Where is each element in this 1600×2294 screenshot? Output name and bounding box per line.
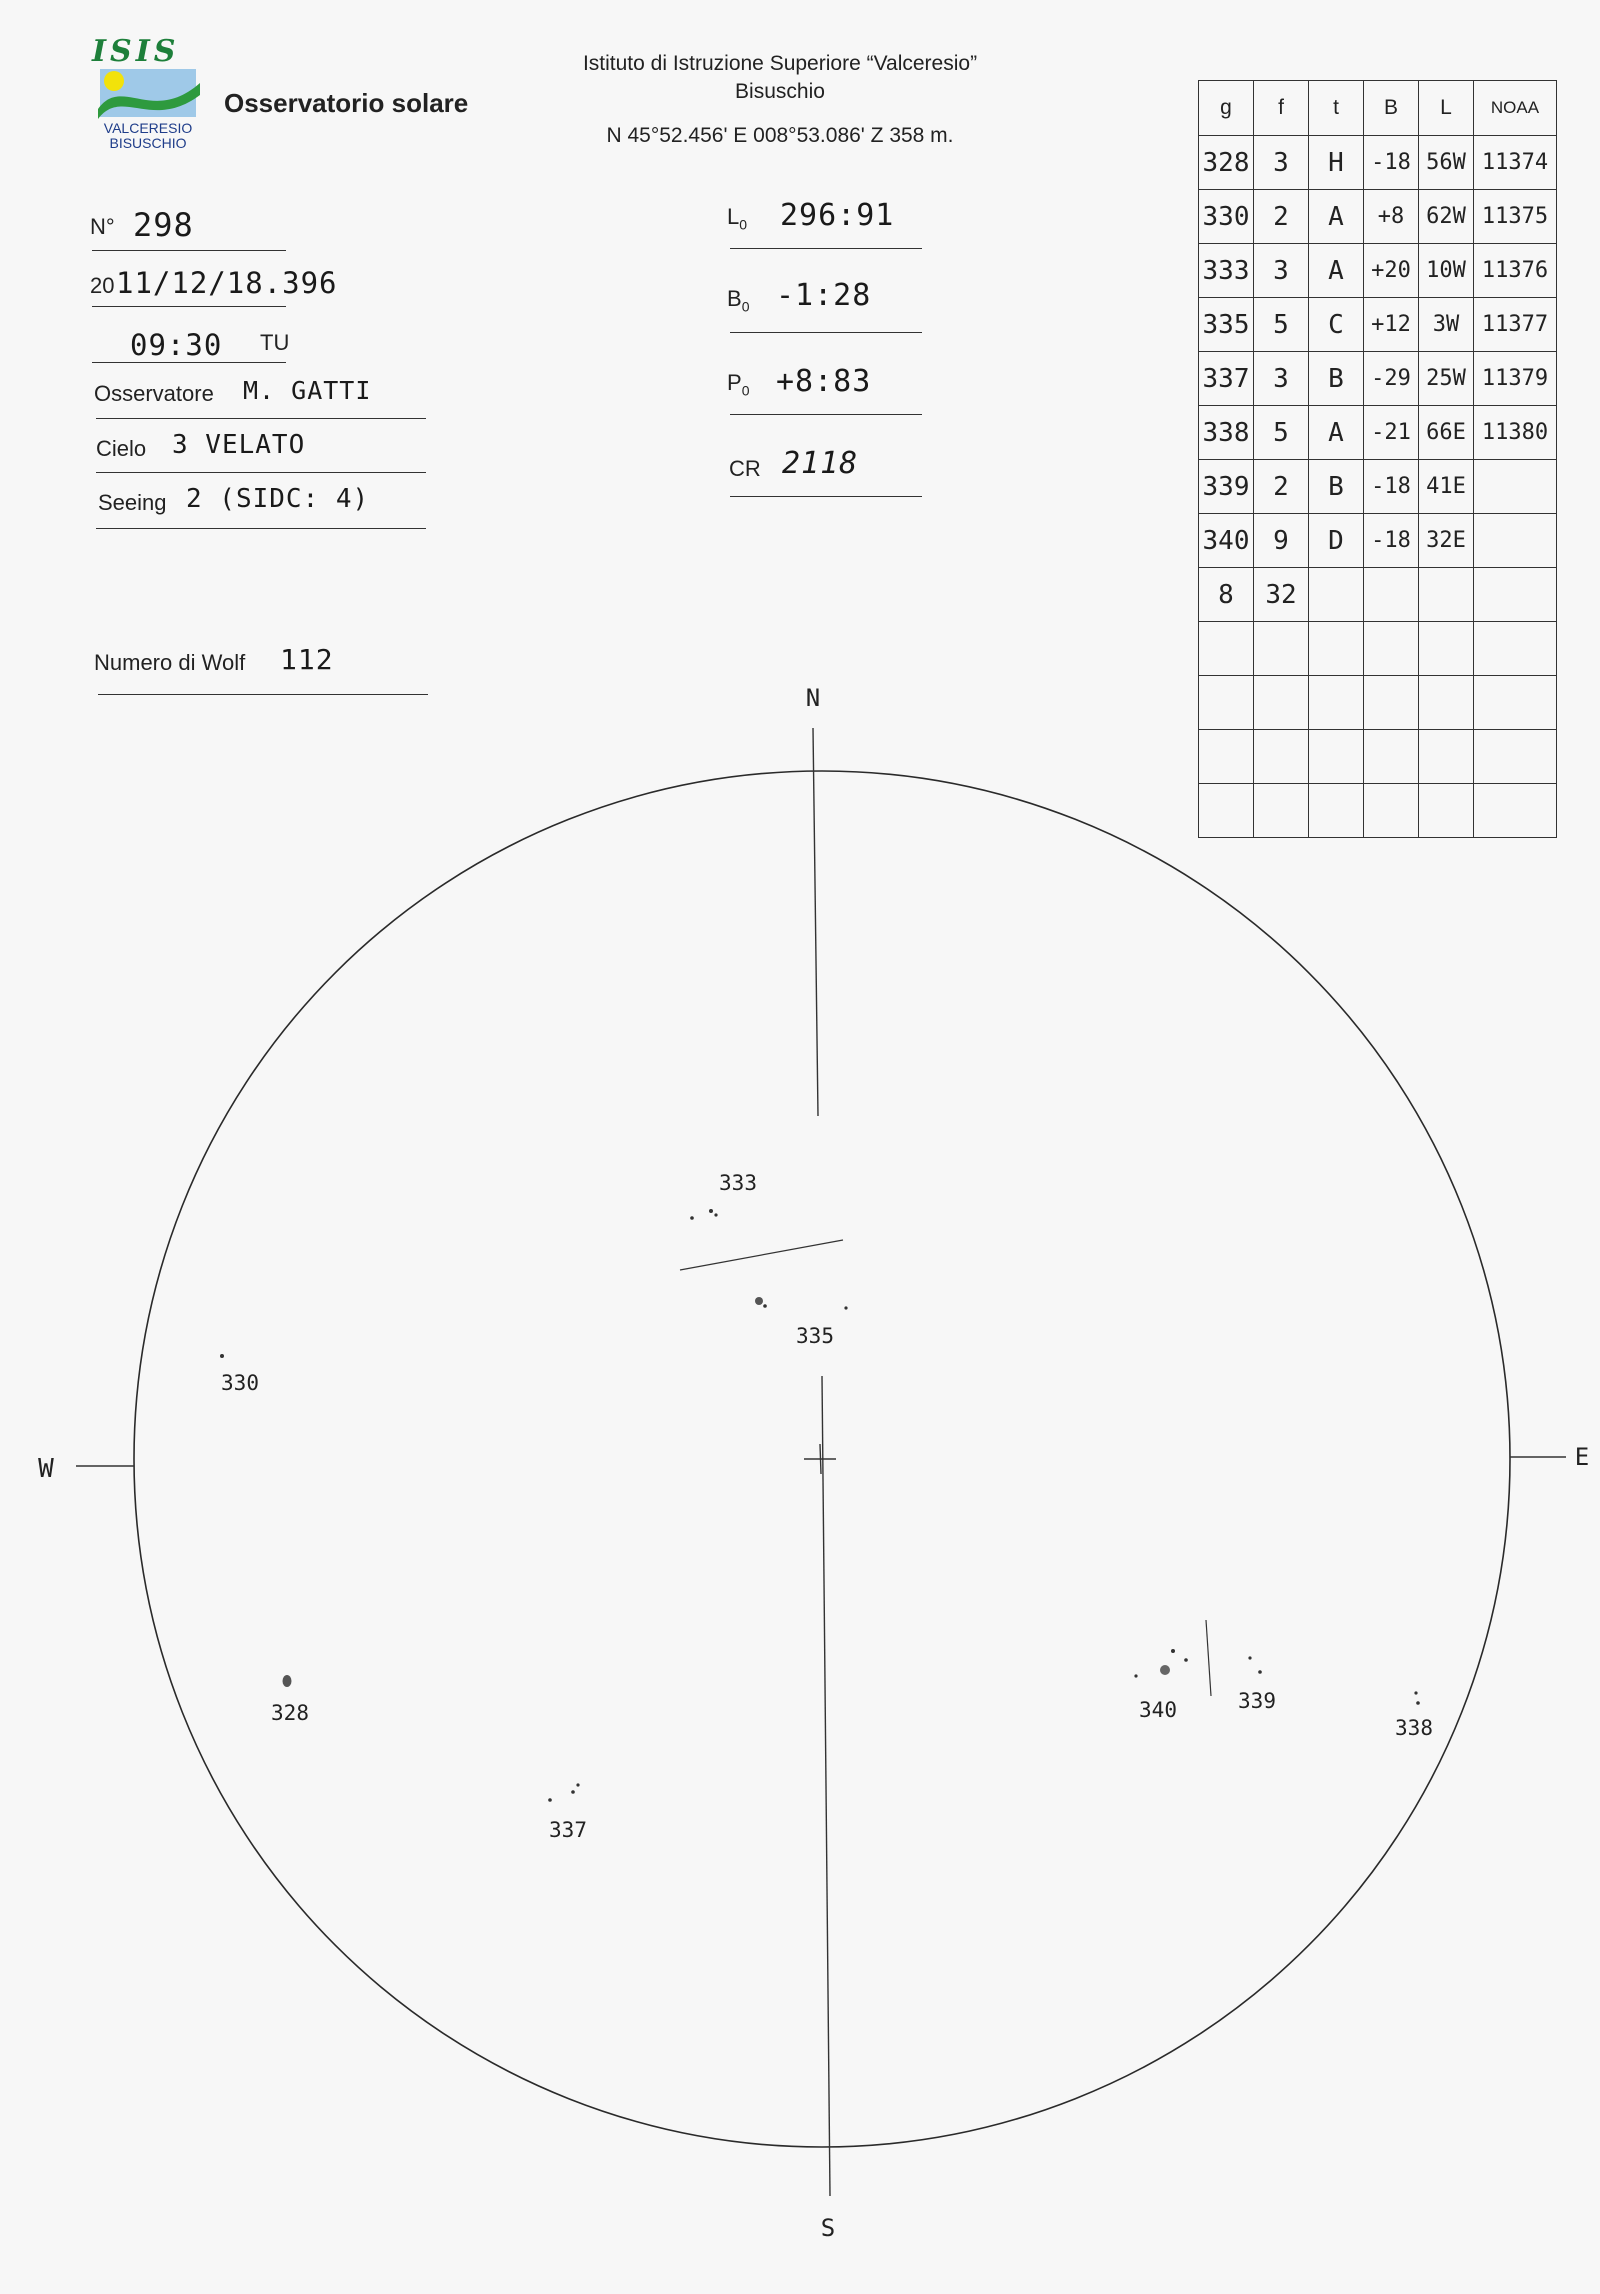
group-label-340: 340 [1139, 1698, 1177, 1722]
column-header-f: f [1254, 81, 1309, 136]
table-cell: 335 [1199, 298, 1254, 352]
wolf-number: 112 [280, 643, 334, 676]
group-labels [221, 1171, 1433, 1842]
column-header-b: B [1364, 81, 1419, 136]
table-cell: 3 [1254, 352, 1309, 406]
seeing-label: Seeing [98, 490, 167, 515]
l0-label: $L_0$ [727, 204, 748, 233]
equator-segment [680, 1240, 843, 1270]
table-cell: 56W [1419, 136, 1474, 190]
institute-town: Bisuschio [735, 80, 825, 103]
table-cell: 337 [1199, 352, 1254, 406]
table-cell: 11374 [1474, 136, 1557, 190]
table-cell: 41E [1419, 460, 1474, 514]
group-label-335: 335 [796, 1324, 834, 1348]
carrington-rotation: 2118 [782, 446, 859, 481]
wolf-number-label: Numero di Wolf [94, 650, 246, 675]
table-cell: H [1309, 136, 1364, 190]
table-cell: -21 [1364, 406, 1419, 460]
table-row [1199, 190, 1557, 244]
table-cell: +12 [1364, 298, 1419, 352]
table-cell: 2 [1254, 460, 1309, 514]
compass-west: W [38, 1454, 54, 1484]
table-cell: 32 [1254, 568, 1309, 622]
table-row [1199, 352, 1557, 406]
time-unit: TU [260, 330, 290, 355]
sky-condition: 3 VELATO [172, 430, 306, 460]
table-header-row [1199, 81, 1557, 136]
sunspot-340-c [1171, 1649, 1175, 1653]
table-cell: 32E [1419, 514, 1474, 568]
table-cell [1474, 514, 1557, 568]
logo-wave-icon [92, 65, 204, 121]
group-label-333: 333 [719, 1171, 757, 1195]
table-cell: 11375 [1474, 190, 1557, 244]
group-label-337: 337 [549, 1818, 587, 1842]
table-cell: A [1309, 406, 1364, 460]
observer-name: M. GATTI [243, 376, 372, 405]
table-cell: 9 [1254, 514, 1309, 568]
table-cell: 62W [1419, 190, 1474, 244]
north-axis-line [813, 728, 818, 1116]
sky-label: Cielo [96, 436, 147, 461]
solar-disk-drawing [0, 660, 1600, 2294]
sunspot-335-a [755, 1297, 763, 1305]
p0-label: $P_0$ [727, 370, 750, 399]
table-cell: -18 [1364, 136, 1419, 190]
table-cell [1474, 460, 1557, 514]
cr-label: CR [729, 456, 761, 481]
table-cell: 66E [1419, 406, 1474, 460]
table-cell: 5 [1254, 298, 1309, 352]
group-label-338: 338 [1395, 1716, 1433, 1740]
table-cell: D [1309, 514, 1364, 568]
seeing-value: 2 (SIDC: 4) [186, 484, 370, 514]
table-cell: 5 [1254, 406, 1309, 460]
sunspot-328 [283, 1675, 292, 1687]
table-cell: B [1309, 352, 1364, 406]
central-meridian-segment [1206, 1620, 1211, 1696]
column-header-l: L [1419, 81, 1474, 136]
table-cell: 3 [1254, 136, 1309, 190]
table-row [1199, 568, 1557, 622]
record-number-label: N° [90, 214, 115, 239]
table-row [1199, 406, 1557, 460]
table-cell: C [1309, 298, 1364, 352]
table-cell: A [1309, 244, 1364, 298]
b0-value: -1:28 [776, 278, 872, 313]
sunspot-337-a [548, 1798, 552, 1802]
table-cell: 333 [1199, 244, 1254, 298]
table-cell: 11379 [1474, 352, 1557, 406]
institute-logo [92, 34, 204, 151]
table-row [1199, 298, 1557, 352]
compass-east: E [1574, 1443, 1590, 1471]
table-cell [1419, 568, 1474, 622]
table-cell: +8 [1364, 190, 1419, 244]
table-cell: 340 [1199, 514, 1254, 568]
table-cell: 339 [1199, 460, 1254, 514]
table-cell: 10W [1419, 244, 1474, 298]
column-header-t: t [1309, 81, 1364, 136]
logo-mark: ISIS [92, 34, 180, 69]
page-title: Osservatorio solare [224, 88, 469, 118]
table-cell [1309, 568, 1364, 622]
record-number: 298 [133, 206, 194, 244]
group-label-339: 339 [1238, 1689, 1276, 1713]
sunspot-338-b [1416, 1701, 1420, 1705]
table-cell: 2 [1254, 190, 1309, 244]
date-prefix: 20 [90, 273, 115, 298]
sunspot-333-a [690, 1216, 694, 1220]
institute-name: Istituto di Istruzione Superiore “Valceresio” [582, 52, 978, 75]
table-row [1199, 244, 1557, 298]
table-cell: B [1309, 460, 1364, 514]
table-cell: 11380 [1474, 406, 1557, 460]
compass-south: S [820, 2214, 836, 2242]
center-cross-v [820, 1444, 821, 1474]
sunspot-339-b [1258, 1670, 1262, 1674]
observation-date: 11/12/18.396 [116, 266, 338, 300]
observation-time: 09:30 [130, 328, 223, 362]
table-cell: 25W [1419, 352, 1474, 406]
table-cell: 328 [1199, 136, 1254, 190]
sunspot-335-c [844, 1306, 847, 1309]
observer-label: Osservatore [94, 381, 214, 406]
observatory-coordinates: N 45°52.456' E 008°53.086' Z 358 m. [606, 124, 954, 147]
sunspot-339-a [1248, 1656, 1251, 1659]
compass-north: N [805, 684, 821, 712]
table-cell: 8 [1199, 568, 1254, 622]
l0-value: 296:91 [780, 198, 895, 233]
sunspot-340-a [1160, 1665, 1170, 1675]
table-cell: -29 [1364, 352, 1419, 406]
table-row [1199, 460, 1557, 514]
table-cell: 3W [1419, 298, 1474, 352]
sunspot-330 [220, 1354, 224, 1358]
p0-value: +8:83 [776, 364, 872, 399]
sunspot-340-b [1134, 1674, 1137, 1677]
table-cell: -18 [1364, 460, 1419, 514]
table-cell: 11376 [1474, 244, 1557, 298]
column-header-noaa: NOAA [1474, 81, 1557, 136]
table-cell: A [1309, 190, 1364, 244]
table-cell: 11377 [1474, 298, 1557, 352]
table-cell: +20 [1364, 244, 1419, 298]
sunspot-333-b [709, 1209, 713, 1213]
table-cell: 338 [1199, 406, 1254, 460]
sunspot-333-c [714, 1213, 717, 1216]
logo-line-2: BISUSCHIO [109, 135, 187, 151]
sunspot-337-c [576, 1783, 579, 1786]
sunspot-335-b [763, 1304, 767, 1308]
table-row [1199, 136, 1557, 190]
sunspot-337-b [571, 1790, 575, 1794]
sunspot-340-d [1184, 1658, 1188, 1662]
group-label-328: 328 [271, 1701, 309, 1725]
table-cell: -18 [1364, 514, 1419, 568]
table-cell: 330 [1199, 190, 1254, 244]
table-row [1199, 514, 1557, 568]
south-axis-line [822, 1376, 830, 2196]
group-label-330: 330 [221, 1371, 259, 1395]
institute-header [500, 50, 1060, 150]
table-cell [1364, 568, 1419, 622]
sunspot-338-a [1414, 1691, 1417, 1694]
table-cell [1474, 568, 1557, 622]
b0-label: $B_0$ [727, 286, 750, 315]
column-header-g: g [1199, 81, 1254, 136]
logo-line-1: VALCERESIO [103, 120, 193, 136]
table-cell: 3 [1254, 244, 1309, 298]
